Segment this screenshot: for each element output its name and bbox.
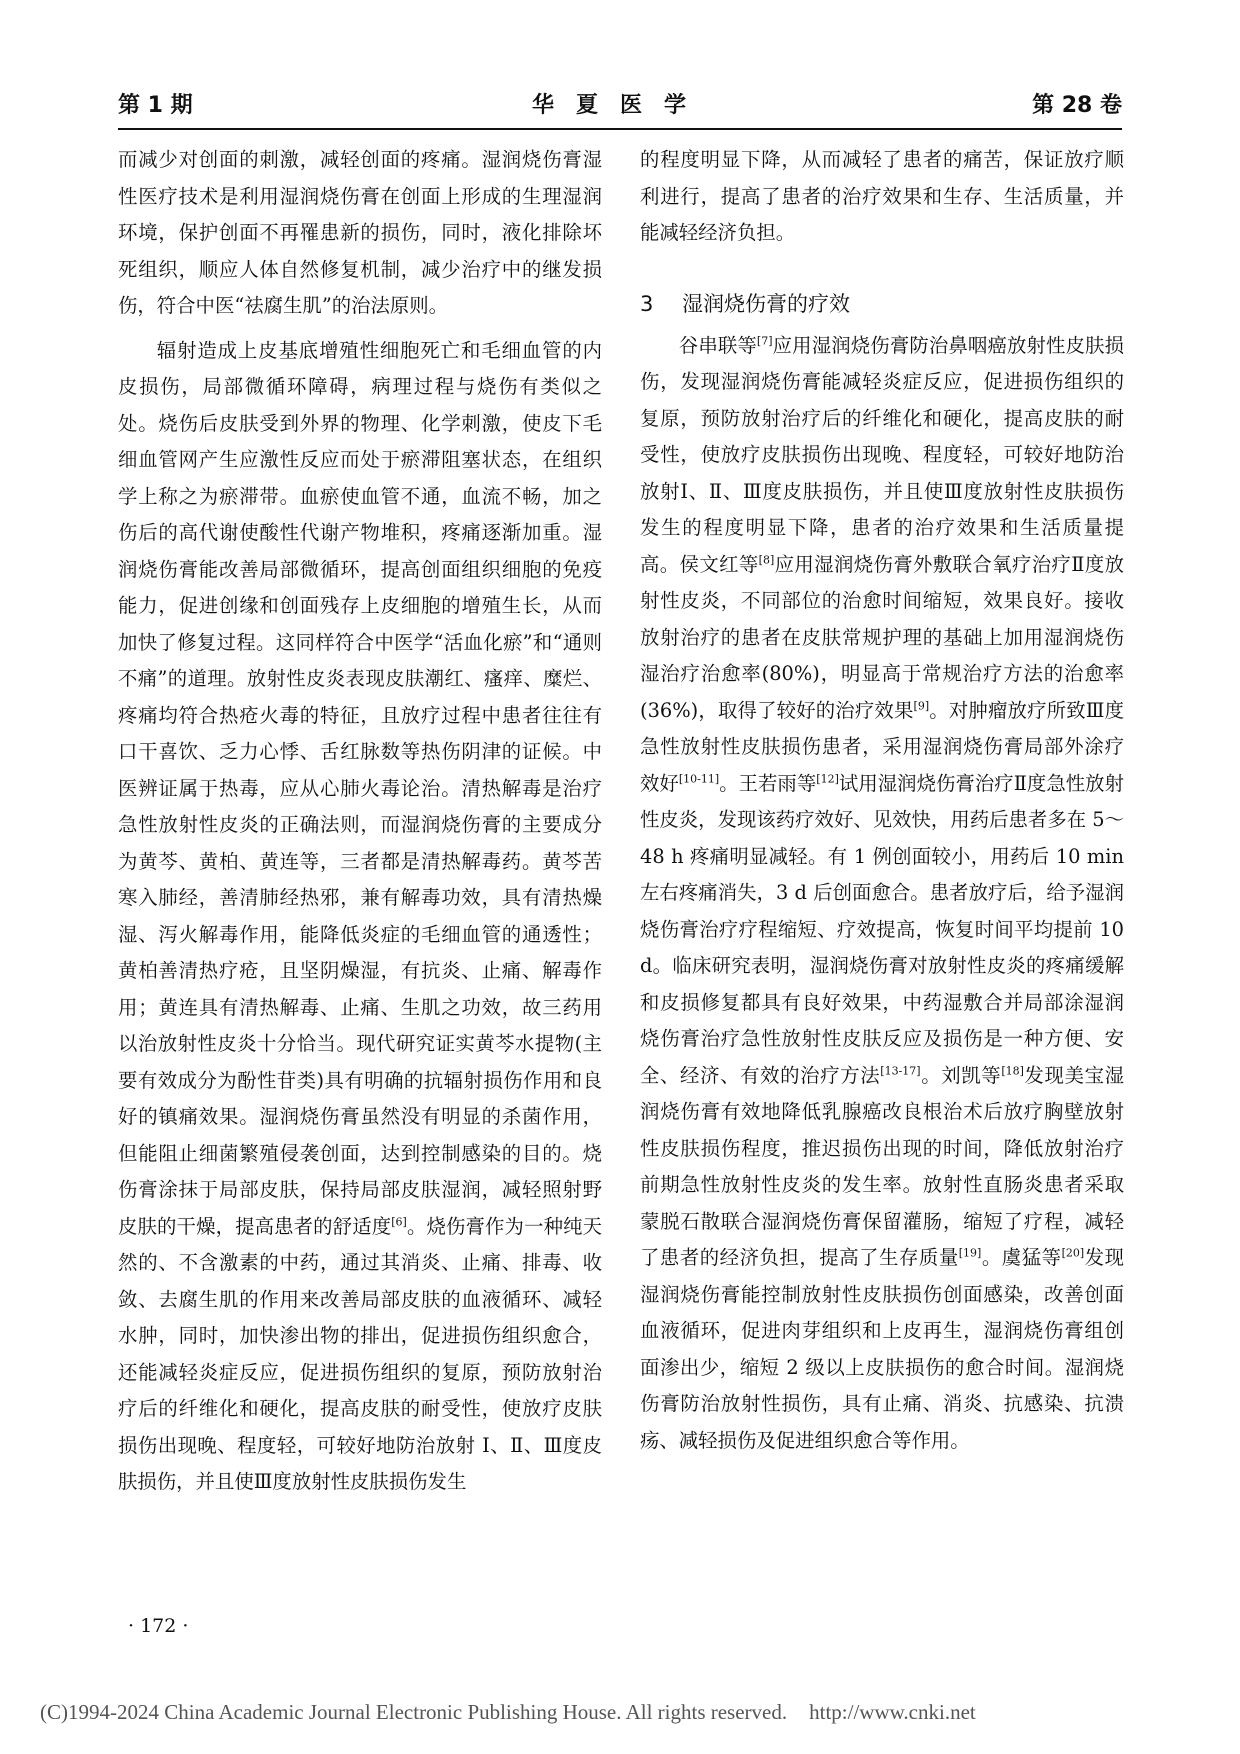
paragraph-efficacy bbox=[640, 328, 1124, 1460]
copyright-footer bbox=[40, 1700, 1200, 1725]
journal-title: 华夏医学 bbox=[531, 93, 708, 118]
paragraph-radiation-mechanism bbox=[118, 333, 602, 1501]
paragraph-text: 发现美宝湿润烧伤膏有效地降低乳腺癌改良根治术后放疗胸壁放射性皮肤损伤程度，推迟损伤出现的时间，降低放射治疗前期急性放射性皮炎的发生率。放射性直肠炎患者采取蒙脱石散联合湿润烧伤膏保留灌肠，缩短了疗程，减轻了患者的经济负担，提高了生存质量 bbox=[640, 1063, 1125, 1269]
paragraph-text: 。虞猛等 bbox=[981, 1246, 1062, 1269]
footer-url[interactable]: http://www.cnki.net bbox=[809, 1700, 976, 1724]
left-column bbox=[118, 142, 602, 1501]
paragraph-text: 应用湿润烧伤膏防治鼻咽癌放射性皮肤损伤，发现湿润烧伤膏能减轻炎症反应，促进损伤组织的复原，预防放射治疗后的纤维化和硬化，提高皮肤的耐受性，使放疗皮肤损伤出现晚、程度轻，可较好地防治放射Ⅰ、Ⅱ、Ⅲ度皮肤损伤，并且使Ⅲ度放射性皮肤损伤发生的程度明显下降，患者的治疗效果和生活质量提高。侯文红等 bbox=[640, 333, 1125, 576]
section-title: 湿润烧伤膏的疗效 bbox=[682, 291, 850, 316]
citation-ref[interactable]: [13-17] bbox=[880, 1064, 921, 1078]
paragraph-continued: 的程度明显下降，从而减轻了患者的痛苦，保证放疗顺利进行，提高了患者的治疗效果和生存、生活质量，并能减轻经济负担。 bbox=[640, 148, 1124, 244]
citation-ref[interactable]: [20] bbox=[1061, 1246, 1085, 1260]
paragraph-text: 发现湿润烧伤膏能控制放射性皮肤损伤创面感染，改善创面血液循环，促进肉芽组织和上皮再生，湿润烧伤膏组创面渗出少，缩短 2 级以上皮肤损伤的愈合时间。湿润烧伤膏防治放射性损伤，具有止痛、消炎、抗感染、抗溃疡、减轻损伤及促进组织愈合等作用。 bbox=[640, 1246, 1124, 1452]
paragraph-text: 试用湿润烧伤膏治疗Ⅱ度急性放射性皮炎，发现该药疗效好、见效快，用药后患者多在 5～48 h 疼痛明显减轻。有 1 例创面较小，用药后 10 min 左右疼痛消失，3 d 后创面愈合。患者放疗后，给予湿润烧伤膏治疗疗程缩短、疗效提高，恢复时间平均提前 10 d。临床研究表明，湿润烧伤膏对放射性皮炎的疼痛缓解和皮损修复都具有良好效果，中药湿敷合并局部涂湿润烧伤膏治疗急性放射性皮肤反应及损伤是一种方便、安全、经济、有效的治疗方法 bbox=[640, 771, 1124, 1087]
citation-ref[interactable]: [9] bbox=[913, 699, 930, 713]
right-column bbox=[640, 142, 1124, 1459]
paragraph-text: 应用湿润烧伤膏外敷联合氧疗治疗Ⅱ度放射性皮炎，不同部位的治愈时间缩短，效果良好。接收放射治疗的患者在皮肤常规护理的基础上加用湿润烧伤湿治疗治愈率(80%)，明显高于常规治疗方法的治愈率(36%)，取得了较好的治疗效果 bbox=[640, 552, 1124, 722]
citation-ref[interactable]: [19] bbox=[958, 1246, 982, 1260]
copyright-text: (C)1994-2024 China Academic Journal Electronic Publishing House. All rights reserved. bbox=[40, 1700, 788, 1724]
citation-ref[interactable]: [7] bbox=[756, 334, 773, 348]
paragraph-text: 谷串联等 bbox=[678, 333, 757, 357]
issue-number: 第 1 期 bbox=[118, 93, 193, 118]
paragraph-text: 。烧伤膏作为一种纯天然的、不含激素的中药，通过其消炎、止痛、排毒、收敛、去腐生肌的作用来改善局部皮肤的血液循环、减轻水肿，同时，加快渗出物的排出，促进损伤组织愈合，还能减轻炎症反应，促进损伤组织的复原，预防放射治疗后的纤维化和硬化，提高皮肤的耐受性，使放疗皮肤损伤出现晚、程度轻，可较好地防治放射 Ⅰ、Ⅱ、Ⅲ度皮肤损伤，并且使Ⅲ度放射性皮肤损伤发生 bbox=[118, 1214, 603, 1493]
citation-ref[interactable]: [8] bbox=[758, 553, 775, 567]
paragraph-text: 辐射造成上皮基底增殖性细胞死亡和毛细血管的内皮损伤，局部微循环障碍，病理过程与烧伤有类似之处。烧伤后皮肤受到外界的物理、化学刺激，使皮下毛细血管网产生应激性反应而处于瘀滞阻塞状态，在组织学上称之为瘀滞带。血瘀使血管不通，血流不畅，加之伤后的高代谢使酸性代谢产物堆积，疼痛逐渐加重。湿润烧伤膏能改善局部微循环，提高创面组织细胞的免疫能力，促进创缘和创面残存上皮细胞的增殖生长，从而加快了修复过程。这同样符合中医学“活血化瘀”和“通则不痛”的道理。放射性皮炎表现皮肤潮红、瘙痒、糜烂、疼痛均符合热疮火毒的特征，且放疗过程中患者往往有口干喜饮、乏力心悸、舌红脉数等热伤阴津的证候。中医辨证属于热毒，应从心肺火毒论治。清热解毒是治疗急性放射性皮炎的正确法则，而湿润烧伤膏的主要成分为黄芩、黄柏、黄连等，三者都是清热解毒药。黄芩苦寒入肺经，善清肺经热邪，兼有解毒功效，具有清热燥湿、泻火解毒作用，能降低炎症的毛细血管的通透性；黄柏善清热疗疮，且坚阴燥湿，有抗炎、止痛、解毒作用；黄连具有清热解毒、止痛、生肌之功效，故三药用以治放射性皮炎十分恰当。现代研究证实黄芩水提物(主要有效成分为酚性苷类)具有明确的抗辐射损伤作用和良好的镇痛效果。湿润烧伤膏虽然没有明显的杀菌作用，但能阻止细菌繁殖侵袭创面，达到控制感染的目的。烧伤膏涂抹于局部皮肤，保持局部皮肤湿润，减轻照射野皮肤的干燥，提高患者的舒适度 bbox=[118, 338, 602, 1238]
paragraph-text: 。刘凯等 bbox=[920, 1063, 1002, 1087]
paragraph-continued: 而减少对创面的刺激，减轻创面的疼痛。湿润烧伤膏湿性医疗技术是利用湿润烧伤膏在创面上形成的生理湿润环境，保护创面不再罹患新的损伤，同时，液化排除坏死组织，顺应人体自然修复机制，减少治疗中的继发损伤，符合中医“祛腐生肌”的治法原则。 bbox=[118, 148, 602, 317]
running-header bbox=[118, 84, 1122, 124]
citation-ref[interactable]: [6] bbox=[391, 1215, 407, 1229]
volume-number: 第 28 卷 bbox=[1032, 93, 1122, 118]
citation-ref[interactable]: [18] bbox=[1001, 1064, 1024, 1078]
section-number: 3 bbox=[640, 291, 654, 316]
paragraph-text: 。王若雨等 bbox=[719, 771, 817, 795]
citation-ref[interactable]: [10-11] bbox=[678, 772, 720, 786]
section-heading bbox=[640, 286, 1124, 322]
citation-ref[interactable]: [12] bbox=[816, 772, 839, 786]
paragraph-text: 。对肿瘤放疗所致Ⅲ度急性放射性皮肤损伤患者，采用湿润烧伤膏局部外涂疗效好 bbox=[640, 698, 1125, 795]
page-number: · 172 · bbox=[128, 1615, 189, 1637]
header-rule bbox=[118, 128, 1122, 130]
